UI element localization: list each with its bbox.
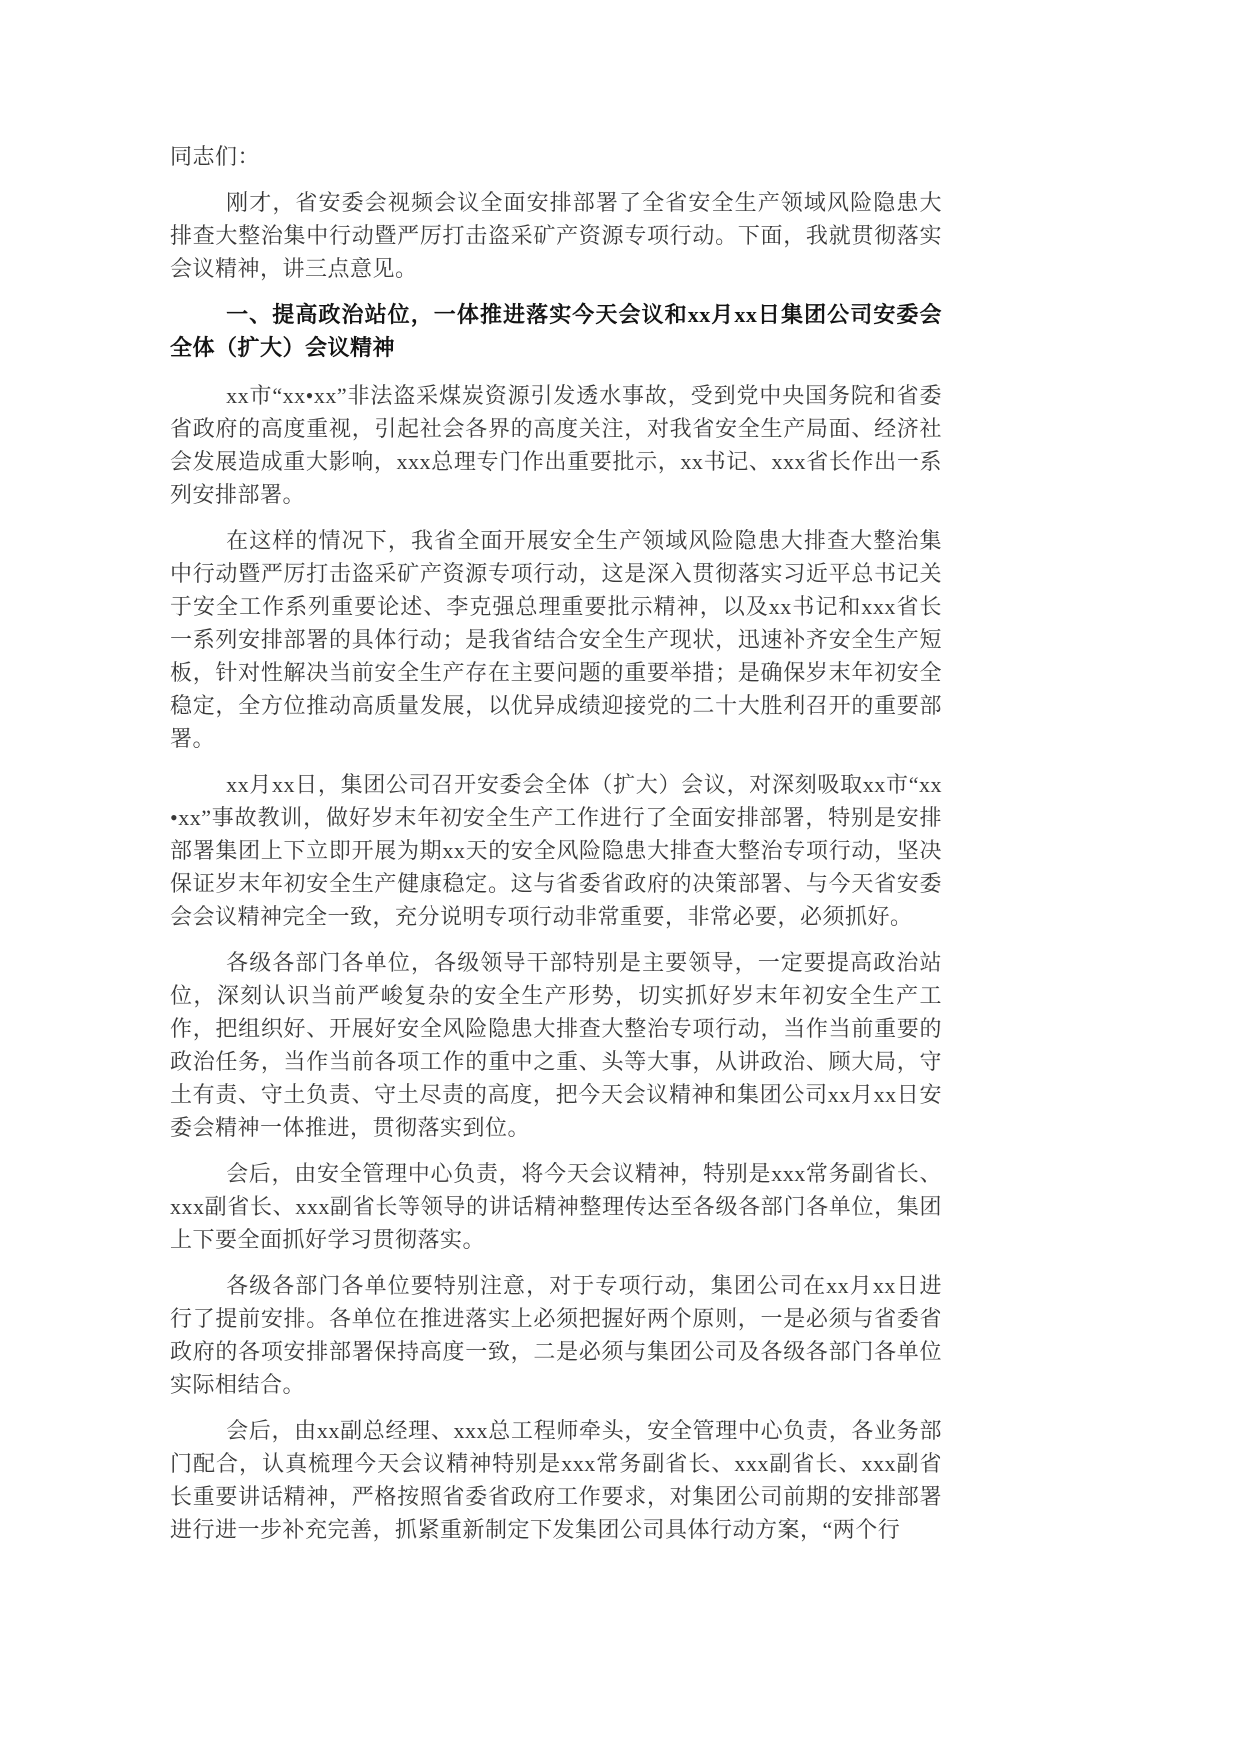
body-paragraph: 在这样的情况下，我省全面开展安全生产领域风险隐患大排查大整治集中行动暨严厉打击盗采矿产资源专项行动，这是深入贯彻落实习近平总书记关于安全工作系列重要论述、李克强总理重要批示精神，以及xx书记和xxx省长一系列安排部署的具体行动；是我省结合安全生产现状，迅速补齐安全生产短板，针对性解决当前安全生产存在主要问题的重要举措；是确保岁末年初安全稳定，全方位推动高质量发展，以优异成绩迎接党的二十大胜利召开的重要部署。 [170,528,942,751]
salutation-line: 同志们： [170,144,261,169]
section-heading-1: 一、提高政治站位，一体推进落实今天会议和xx月xx日集团公司安委会全体（扩大）会议精神 [170,302,942,360]
body-paragraph-truncated: 会后，由xx副总经理、xxx总工程师牵头，安全管理中心负责，各业务部门配合，认真梳理今天会议精神特别是xxx常务副省长、xxx副省长、xxx副省长重要讲话精神，严格按照省委省政府工作要求，对集团公司前期的安排部署进行进一步补充完善，抓紧重新制定下发集团公司具体行动方案，“两个行 [170,1418,942,1542]
intro-paragraph: 刚才，省安委会视频会议全面安排部署了全省安全生产领域风险隐患大排查大整治集中行动暨严厉打击盗采矿产资源专项行动。下面，我就贯彻落实会议精神，讲三点意见。 [170,190,942,281]
body-paragraph: 各级各部门各单位，各级领导干部特别是主要领导，一定要提高政治站位，深刻认识当前严峻复杂的安全生产形势，切实抓好岁末年初安全生产工作，把组织好、开展好安全风险隐患大排查大整治专项行动，当作当前重要的政治任务，当作当前各项工作的重中之重、头等大事，从讲政治、顾大局，守土有责、守土负责、守土尽责的高度，把今天会议精神和集团公司xx月xx日安委会精神一体推进，贯彻落实到位。 [170,950,942,1140]
body-paragraph: xx市“xx•xx”非法盗采煤炭资源引发透水事故，受到党中央国务院和省委省政府的高度重视，引起社会各界的高度关注，对我省安全生产局面、经济社会发展造成重大影响，xxx总理专门作出重要批示，xx书记、xxx省长作出一系列安排部署。 [170,383,942,507]
body-paragraph: 会后，由安全管理中心负责，将今天会议精神，特别是xxx常务副省长、xxx副省长、xxx副省长等领导的讲话精神整理传达至各级各部门各单位，集团上下要全面抓好学习贯彻落实。 [170,1161,942,1252]
body-paragraph: 各级各部门各单位要特别注意，对于专项行动，集团公司在xx月xx日进行了提前安排。各单位在推进落实上必须把握好两个原则，一是必须与省委省政府的各项安排部署保持高度一致，二是必须与集团公司及各级各部门各单位实际相结合。 [170,1273,942,1397]
body-paragraph: xx月xx日，集团公司召开安委会全体（扩大）会议，对深刻吸取xx市“xx•xx”事故教训，做好岁末年初安全生产工作进行了全面安排部署，特别是安排部署集团上下立即开展为期xx天的安全风险隐患大排查大整治专项行动，坚决保证岁末年初安全生产健康稳定。这与省委省政府的决策部署、与今天省安委会会议精神完全一致，充分说明专项行动非常重要，非常必要，必须抓好。 [170,772,942,929]
document-body [170,140,942,1546]
